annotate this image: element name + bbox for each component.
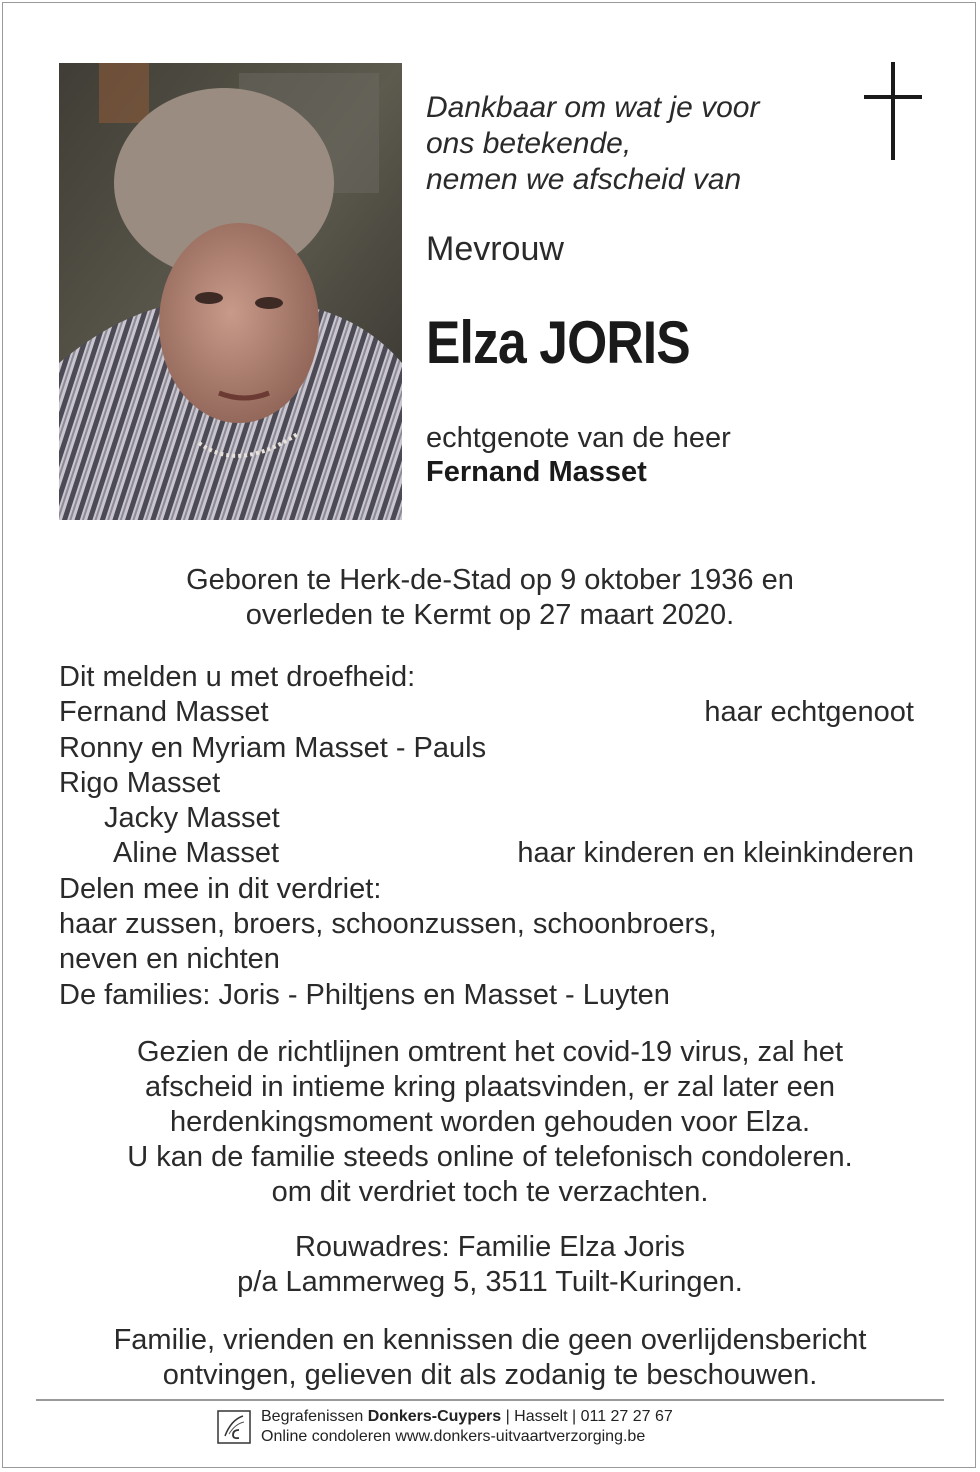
mourner-name: Aline Masset <box>113 837 280 870</box>
birth-line: Geboren te Herk-de-Stad op 9 oktober 1936 en <box>186 564 794 596</box>
mourners-list <box>59 660 914 1013</box>
footer-prefix: Begrafenissen <box>261 1408 364 1425</box>
mourner-line <box>59 801 914 836</box>
footer-company: Donkers-Cuypers <box>367 1408 502 1425</box>
birth-death-info <box>0 563 980 633</box>
mourner-name: Fernand Masset <box>59 696 269 729</box>
footer-info <box>261 1407 673 1447</box>
notice-line: U kan de familie steeds online of telefonisch condoleren. <box>127 1141 853 1173</box>
mourner-line <box>59 695 914 730</box>
intro-line: Dankbaar om wat je voor <box>426 91 760 124</box>
mourner-line <box>59 978 914 1013</box>
mourner-name: Delen mee in dit verdriet: <box>59 872 382 905</box>
death-line: overleden te Kermt op 27 maart 2020. <box>245 599 735 631</box>
mourner-line <box>59 660 914 695</box>
footer-divider <box>36 1399 944 1401</box>
portrait-photo <box>59 63 402 520</box>
mourner-name: Dit melden u met droefheid: <box>59 661 416 693</box>
footer-website-link[interactable]: www.donkers-uitvaartverzorging.be <box>395 1428 646 1445</box>
mourner-relation: haar echtgenoot <box>704 696 914 729</box>
funeral-home-logo-icon <box>217 1410 251 1444</box>
mourner-relation: haar kinderen en kleinkinderen <box>517 837 914 870</box>
spouse-relation: echtgenote van de heer <box>426 422 731 454</box>
mourner-name: Rigo Masset <box>59 766 221 799</box>
notice-line: herdenkingsmoment worden gehouden voor Elza. <box>169 1106 810 1138</box>
notice-line: om dit verdriet toch te verzachten. <box>271 1176 709 1208</box>
mourner-line <box>59 731 914 766</box>
mourner-line <box>59 872 914 907</box>
mourner-name: Jacky Masset <box>104 802 280 835</box>
footer-separator: | <box>567 1408 581 1425</box>
mourner-line <box>59 766 914 801</box>
deceased-name: Elza JORIS <box>426 309 690 376</box>
footer-line-online <box>261 1427 673 1447</box>
mourner-line <box>59 836 914 871</box>
mourning-address <box>0 1230 980 1300</box>
mourner-name: Ronny en Myriam Masset - Pauls <box>59 731 487 764</box>
mourner-name: De families: Joris - Philtjens en Masset - Luyten <box>59 978 670 1011</box>
mourner-name: haar zussen, broers, schoonzussen, schoonbroers, <box>59 908 717 941</box>
mourner-line <box>59 942 914 977</box>
intro-line: ons betekende, <box>426 127 632 160</box>
cross-icon <box>864 62 922 160</box>
footer-phone: 011 27 27 67 <box>580 1408 673 1425</box>
notice-line: Gezien de richtlijnen omtrent het covid-19 virus, zal het <box>136 1036 843 1068</box>
address-line: Rouwadres: Familie Elza Joris <box>294 1231 685 1263</box>
footer-online-label: Online condoleren <box>261 1428 391 1445</box>
closing-line: Familie, vrienden en kennissen die geen overlijdensbericht <box>113 1324 867 1356</box>
mourner-line <box>59 907 914 942</box>
closing-text <box>0 1323 980 1393</box>
closing-line: ontvingen, gelieven dit als zodanig te beschouwen. <box>162 1359 818 1391</box>
footer-line-company <box>261 1407 673 1427</box>
notice-line: afscheid in intieme kring plaatsvinden, er zal later een <box>145 1071 835 1103</box>
covid-notice <box>0 1035 980 1210</box>
address-line: p/a Lammerweg 5, 3511 Tuilt-Kuringen. <box>237 1266 743 1298</box>
footer-separator: | <box>501 1408 515 1425</box>
spouse-name: Fernand Masset <box>426 456 647 488</box>
intro-line: nemen we afscheid van <box>426 163 742 196</box>
deceased-title: Mevrouw <box>426 230 564 268</box>
intro-text <box>426 90 760 198</box>
mourner-name: neven en nichten <box>59 943 280 976</box>
footer-city: Hasselt <box>514 1408 568 1425</box>
